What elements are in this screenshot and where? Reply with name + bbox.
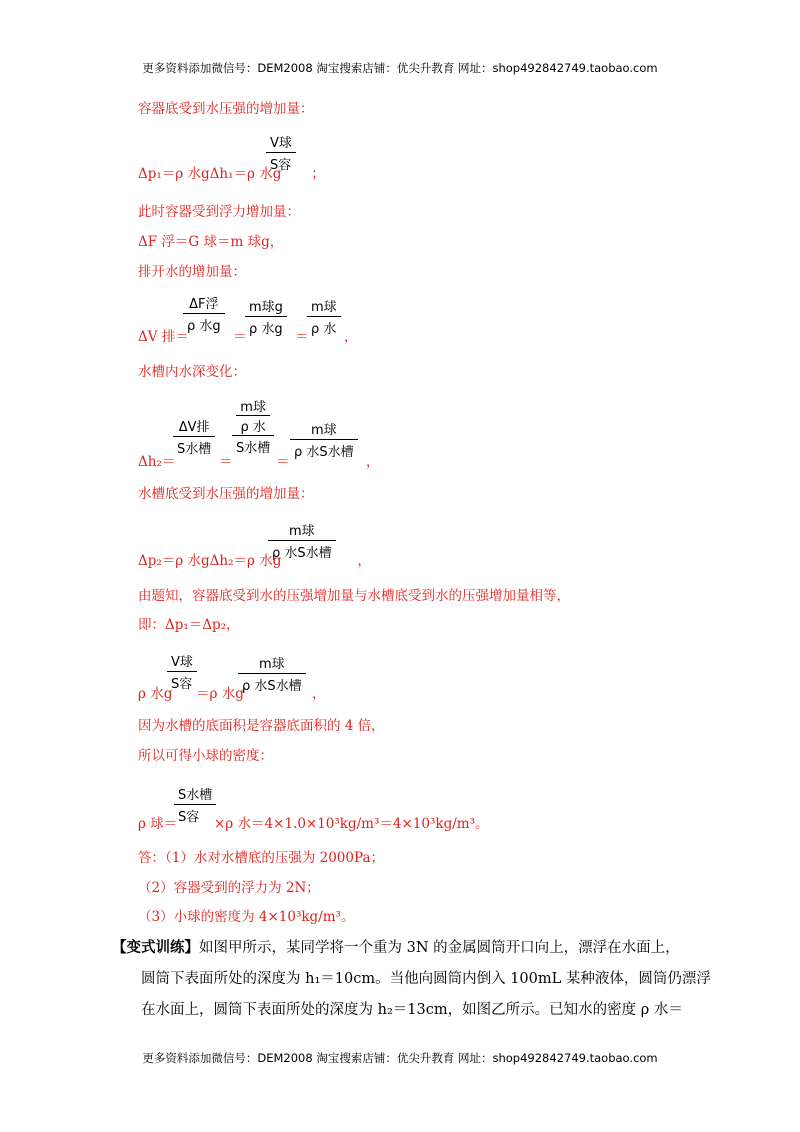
variant-line: 圆筒下表面所处的深度为 h₁＝10cm。当他向圆筒内倒入 100mL 某种液体，圆筒仍漂浮 [141,971,711,987]
solution-line: 即：Δp₁＝Δp₂， [138,617,240,633]
fraction: m球 ρ 水 S水槽 [232,396,274,456]
fraction: m球 ρ 水S水槽 [238,653,306,694]
fraction: m球 ρ 水S水槽 [290,419,358,460]
solution-line: 由题知，容器底受到水的压强增加量与水槽底受到水的压强增加量相等， [138,588,570,604]
fraction: V球 S容 [266,132,296,173]
fraction: V球 S容 [167,651,197,692]
equals-sign: ＝ [219,454,233,470]
solution-line: 所以可得小球的密度： [138,748,273,764]
variant-line: 在水面上，圆筒下表面所处的深度为 h₂＝13cm，如图乙所示。已知水的密度 ρ 水＝ [141,1002,683,1018]
solution-line: Δp₂＝ρ 水gΔh₂＝ρ 水g ， [138,553,371,569]
solution-line: 此时容器受到浮力增加量： [138,204,300,220]
solution-line: Δp₁＝ρ 水gΔh₁＝ρ 水g ； [138,166,325,182]
answer-line: 答：（1）水对水槽底的压强为 2000Pa； [138,850,385,866]
solution-line: ρ 水g [138,686,173,702]
comma: ， [366,454,380,470]
solution-line: ρ 球＝ [138,816,178,832]
fraction: m球 ρ 水 [307,296,341,337]
solution-line: ΔV 排＝ [138,329,189,345]
variant-line: 【变式训练】如图甲所示，某同学将一个重为 3N 的金属圆筒开口向上，漂浮在水面上， [112,939,680,956]
equals-sign: ＝ [276,454,290,470]
fraction: S水槽 S容 [174,784,216,825]
answer-line: （2）容器受到的浮力为 2N； [138,880,320,896]
fraction: ΔV排 S水槽 [173,416,215,457]
solution-fragment: ＝ρ 水g [196,686,244,702]
fraction: ΔF浮 ρ 水g [183,293,225,334]
fraction: m球g ρ 水g [245,296,287,337]
fraction: m球 ρ 水S水槽 [268,520,336,561]
solution-line: 因为水槽的底面积是容器底面积的 4 倍， [138,718,385,734]
solution-line: 水槽底受到水压强的增加量： [138,486,314,502]
answer-line: （3）小球的密度为 4×10³kg/m³。 [138,909,355,925]
page-footer: 更多资料添加微信号：DEM2008 淘宝搜索店铺：优尖升教育 网址：shop492842749.taobao.com [142,1051,658,1065]
solution-line: 排开水的增加量： [138,264,246,280]
solution-line: 水槽内水深变化： [138,364,246,380]
comma: ， [344,329,358,345]
solution-line: ×ρ 水＝4×1.0×10³kg/m³＝4×10³kg/m³。 [214,816,489,832]
solution-line: Δh₂＝ [138,454,176,470]
equals-sign: ＝ [295,329,309,345]
equals-sign: ＝ [233,329,247,345]
page-header: 更多资料添加微信号：DEM2008 淘宝搜索店铺：优尖升教育 网址：shop492842749.taobao.com [142,61,658,75]
solution-line: 容器底受到水压强的增加量： [138,101,314,117]
comma: ， [312,686,326,702]
solution-line: ΔF 浮＝G 球＝m 球g， [138,234,284,250]
